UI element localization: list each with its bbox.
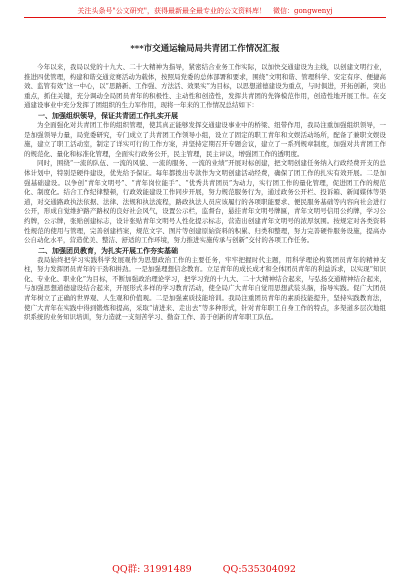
section-heading: 一、加强组织领导，保证共青团工作扎实开展 xyxy=(38,110,178,120)
document-body xyxy=(24,63,386,323)
contact-footer xyxy=(0,564,408,576)
qq-group-text: QQ群: 31991489 xyxy=(112,564,192,575)
document-title: ***市交通运输局局共青团工作情况汇报 xyxy=(130,44,280,54)
promo-banner: 关注头条号"公文研究"，获得最新最全最专业的公文资料库！ 微信：gongwenyj xyxy=(77,7,333,15)
section-heading: 二、加强团员教育，为扎实开展工作夯实基础 xyxy=(38,245,178,255)
body-paragraph: 为全面强化对共青团工作的组织管理，使其真正能够发挥交通建设事业中的桥梁、纽带作用，我局注重加强组织领导，一是加强领导力量，局党委研究，专门成立了共青团工作领导小组，设立了固定的职工青年和文娱活动场所，配备了兼职文娱设施，建立了职工活动室，制定了详实可行的工作方案，并坚持定期召开专题会议，建立了一系列规章制度，加强对共青团工作的规范化、量化和标准化管理，全面实行政务公开，民主管理，民主评议，增强团工作的透明度。 xyxy=(24,120,386,158)
qq-contact-text: QQ:535304092 xyxy=(222,564,296,575)
body-paragraph: 我局始终把学习实践科学发展观作为思想政治工作的主要任务，牢牢把握时代主题，用科学理论构筑团员青年的精神支柱，努力发挥团员青年的干劲和拼劲。一是加强理想信念教育。立足青年的成长成才和全体团员青年的利益诉求，以实现“知识化、专业化、职业化”为目标，不断加强政治理论学习，把学习党的十九大、二十大精神结合起来，与弘扬交通精神结合起来，与加强思想道德建设结合起来，开展形式多样的学习教育活动，使全局广大青年自觉用思想武装头脑，指导实践。促广大团员青年树立了正确的世界观、人生观和价值观。二是加强素质技能培训。我局注重团员青年的素质技能提升，坚持实践教育法，使广大青年在实践中得到锻炼和提高，采取“请进来、走出去”等多种形式，针对青年职工自身工作的特点，多渠道多层次地组织系统的业务知识培训，努力造就一支刻苦学习、勤奋工作、善于创新的青年职工队伍。 xyxy=(24,255,386,322)
banner-divider xyxy=(24,17,386,18)
body-paragraph: 同时，围绕“一流的队伍、一流的风貌、一流的服务、一流的业绩”开展对标创建，把文明创建任务纳入行政经费开支的总体计划中，特别是硬件建设，优先给予保证。每年都拨出专款作为文明创建活动经费，确保了团工作的扎实有效开展。二是加强基础建设。以争创“青年文明号”、“青年岗位能手”、“优秀共青团员”为动力，实行团工作的量化管理，促进团工作的规范化、制度化。结合工作纪律整顿，行政效能建设工作同步开展，努力规范服务行为，通过政务公开栏、投诉箱、新闻媒体等渠道，对交通路政执法依据、法律、法规和执法流程，路政执法人员应该履行的各项职能要求、便民服务基础等内容向社会进行公开，形成自觉维护路产路权的良好社会风气，设置公示栏，监督台，悬挂青年文明号牌匾，青年文明号信用公约牌，学习公约牌，公示牌，张贴创建标志，设计张贴青年文明号人性化提示标志，营造出创建青年文明号的浓厚氛围。按规定对各类资料性规范的使用与管理，完善创建档案，规范文字、图片等创建原始资料的积累、归类和整理，努力完善硬件服务设施，提高办公自动化水平，营造优美、整洁、舒适的工作环境，努力推进实施传承与创新”交付的各项工作任务。 xyxy=(24,159,386,245)
body-paragraph: 今年以来，我局以党的十九大、二十大精神为指导，紧密结合业务工作实际，以加快交通建设为主线，以创建文明行业，推进四优管理，构建和谐交通竞赛活动为载体，按照局党委的总体部署和要求，围绕“文明和谐、管理科学、安定有序、便捷高效、监管有效”这一中心，以“思路新、工作强、方法活、效果实”为目标，以思想道德建设为重点，与时俱进，开拓创新，突出重点，抓住关键，充分调动全局团员青年的积极性、主动性和创造性，发挥共青团的先锋模范作用，创造性地开展工作。在交通建设事业中充分发挥了团组织的生力军作用，现将一年来的工作情况总结如下： xyxy=(24,63,386,110)
